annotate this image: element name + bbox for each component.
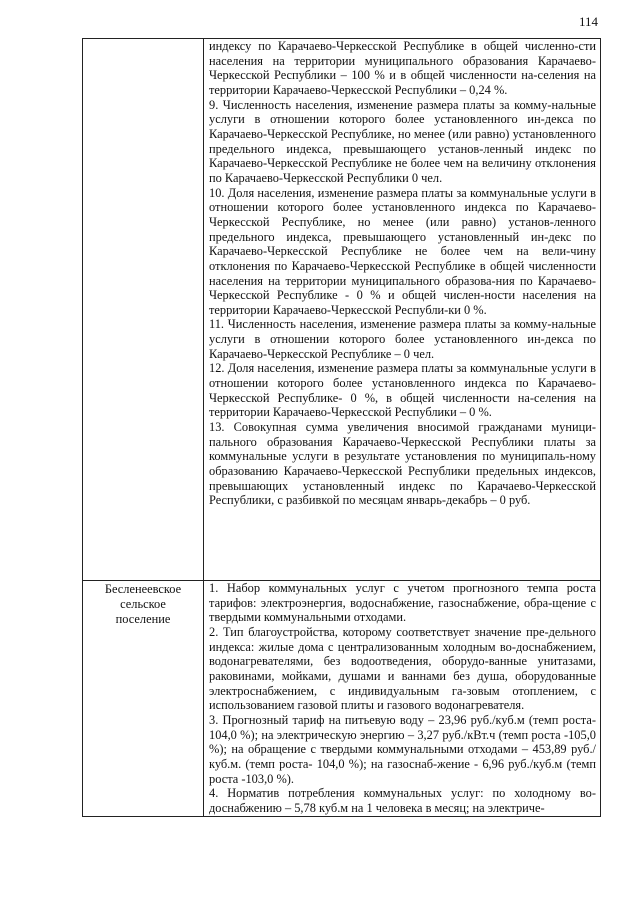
indicators-cell — [204, 581, 601, 817]
table-row — [83, 39, 601, 581]
paragraph-1: 1. Набор коммунальных услуг с учетом прогнозного темпа роста тарифов: электроэнергия, водоснабжение, газоснабжение, обра-щение с твердыми коммунальными отходами. — [209, 581, 596, 625]
indices-table — [82, 38, 601, 817]
paragraph-2: 2. Тип благоустройства, которому соответствует значение пре-дельного индекса: жилые дома с централизованным холодным во-доснабжением, водонагревателями, без водоотведения, оборудо-ванные унитазами, раковинами, мойками, душами и ваннами без душа, оборудованные электроснабжением, с индивидуальным га-зовым отоплением, с использованием газовой плиты и газового водонагревателя. — [209, 624, 596, 713]
settlement-cell-empty — [83, 39, 204, 581]
indicators-cell — [204, 39, 601, 581]
paragraph-9: 9. Численность населения, изменение размера платы за комму-нальные услуги в отношении которого более установленного ин-декса по Карачаево-Черкесской Республике, но менее (или равно) установленного предельного индекса, превышающего установ-ленный индекс по Карачаево-Черкесской Республике не более чем на величину отклонения по Карачаево-Черкесской Республики 0 чел. — [209, 97, 596, 185]
table-row — [83, 581, 601, 817]
paragraph-11: 11. Численность населения, изменение размера платы за комму-нальные услуги в отношении которого более установленного ин-декса по Карачаево-Черкесской Республике – 0 чел. — [209, 317, 596, 361]
settlement-name-line: сельское — [120, 597, 166, 611]
paragraph-13: 13. Совокупная сумма увеличения вносимой гражданами муници-пального образования Карачаево-Черкесской Республики платы за коммунальные услуги в результате установления по муниципаль-ному образованию Карачаево-Черкесской Республики предельных индексов, превышающих установленный индекс по Карачаево-Черкесской Республики, с разбивкой по месяцам январь-декабрь – 0 руб. — [209, 420, 596, 508]
page-number: 114 — [578, 14, 598, 29]
settlement-name-line: Бесленеевское — [104, 582, 182, 596]
paragraph-3: 3. Прогнозный тариф на питьевую воду – 23,96 руб./куб.м (темп роста- 104,0 %); на электрическую энергию – 3,27 руб./кВт.ч (темп роста -105,0 %); на обращение с твердыми коммунальными отходами – 453,89 руб./куб.м. (темп роста- 104,0 %); на газоснаб-жение - 6,96 руб./куб.м (темп роста -103,0 %). — [209, 712, 596, 786]
paragraph-index-continued: индексу по Карачаево-Черкесской Республике в общей численно-сти населения на территории муниципального образования Карачаево-Черкесской Республики – 100 % и в общей численности на-селения на территории Карачаево-Черкесской Республики – 0,24 %. — [209, 39, 596, 97]
settlement-name-cell — [83, 581, 204, 817]
paragraph-12: 12. Доля населения, изменение размера платы за коммунальные услуги в отношении которого более установленного индекса по Карачаево-Черкесской Республике- 0 %, в общей численности на-селения на территории Карачаево-Черкесской Республики – 0 %. — [209, 361, 596, 420]
paragraph-10: 10. Доля населения, изменение размера платы за коммунальные услуги в отношении которого более установленного индекса по Карачаево-Черкесской Республике, но менее (или равно) установ-ленного предельного индекса, превышающего установленный ин-декс по Карачаево-Черкесской Республике не более чем на вели-чину отклонения по Карачаево-Черкесской Республике в общей численности населения на территории муниципального образова-ния по Карачаево-Черкесской Республике - 0 % и общей числен-ности населения на территории Карачаево-Черкесской Республи-ки 0 %. — [209, 185, 596, 317]
settlement-name-line: поселение — [115, 612, 171, 626]
paragraph-4: 4. Норматив потребления коммунальных услуг: по холодному во-доснабжению – 5,78 куб.м на 1 человека в месяц; на электриче- — [209, 786, 596, 815]
